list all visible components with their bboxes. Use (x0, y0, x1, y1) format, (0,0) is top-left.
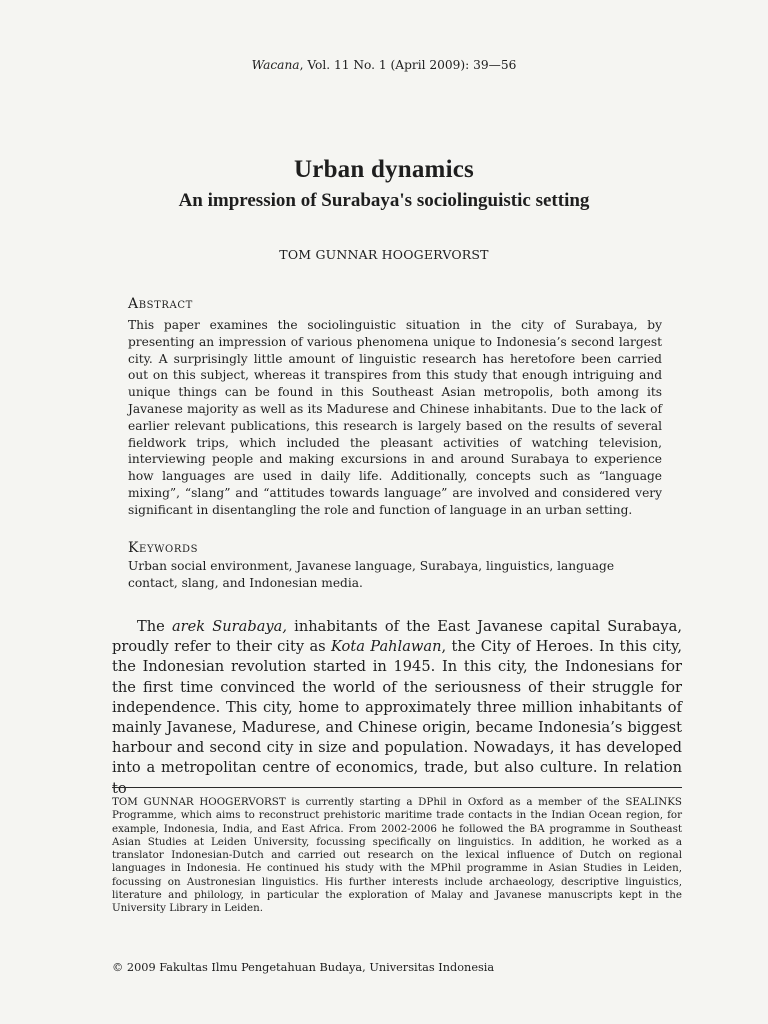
author-footnote: TOM GUNNAR HOOGERVORST is currently starting a DPhil in Oxford as a member of the SEALINKS Programme, which aims to reconstruct prehistoric maritime trade contacts in the Indian Ocean region, for example, Indonesia, India, and East Africa. From 2002-2006 he followed the BA programme in Southeast Asian Studies at Leiden University, focussing specifically on linguistics. In addition, he worked as a translator Indonesian-Dutch and carried out research on the lexical influence of Dutch on regional languages in Indonesia. He continued his study with the MPhil programme in Asian Studies in Leiden, focussing on Austronesian linguistics. His further interests include archaeology, descriptive linguistics, literature and philology, in particular the exploration of Malay and Javanese manuscripts kept in the University Library in Leiden. (112, 796, 682, 915)
keywords-heading: Keywords (128, 540, 199, 556)
keywords-text: Urban social environment, Javanese language, Surabaya, linguistics, language contact, slang, and Indonesian media. (128, 559, 615, 590)
article-subtitle: An impression of Surabaya's sociolinguistic setting (178, 190, 590, 211)
journal-citation: , Vol. 11 No. 1 (April 2009): 39—56 (299, 58, 517, 72)
body-text-part: inhabitants of the East Javanese capital Surabaya, proudly refer to their city as (112, 618, 682, 656)
body-text-part: The (137, 618, 172, 635)
article-title: Urban dynamics (294, 156, 474, 183)
body-italic-term: arek Surabaya, (171, 618, 287, 635)
footnote-divider (112, 787, 682, 788)
author-name: TOM GUNNAR HOOGERVORST (279, 247, 489, 262)
journal-name: Wacana (251, 58, 300, 72)
running-head (0, 58, 768, 72)
copyright-notice: © 2009 Fakultas Ilmu Pengetahuan Budaya, Universitas Indonesia (112, 961, 495, 974)
abstract-text: This paper examines the sociolinguistic situation in the city of Surabaya, by presenting an impression of various phenomena unique to Indonesia’s second largest city. A surprisingly little amount of linguistic research has heretofore been carried out on this subject, whereas it transpires from this study that enough intriguing and unique things can be found in this Southeast Asian metropolis, both among its Javanese majority as well as its Madurese and Chinese inhabitants. Due to the lack of earlier relevant publications, this research is largely based on the results of several fieldwork trips, which included the pleasant activities of watching television, interviewing people and making excursions in and around Surabaya to experience how languages are used in daily life. Additionally, concepts such as “language mixing”, “slang” and “attitudes towards language” are involved and considered very significant in disentangling the role and function of language in an urban setting. (128, 318, 662, 517)
body-paragraph (112, 617, 682, 799)
body-italic-term: Kota Pahlawan (331, 638, 442, 656)
body-text-part: , the City of Heroes. In this city, the Indonesian revolution started in 1945. In this city, the Indonesians for the first time convinced the world of the seriousness of their struggle for independence. This city, home to approximately three million inhabitants of mainly Javanese, Madurese, and Chinese origin, became Indonesia’s biggest harbour and second city in size and population. Nowadays, it has developed into a metropolitan centre of economics, trade, but also culture. In relation to (112, 638, 682, 797)
abstract-heading: Abstract (128, 296, 193, 312)
